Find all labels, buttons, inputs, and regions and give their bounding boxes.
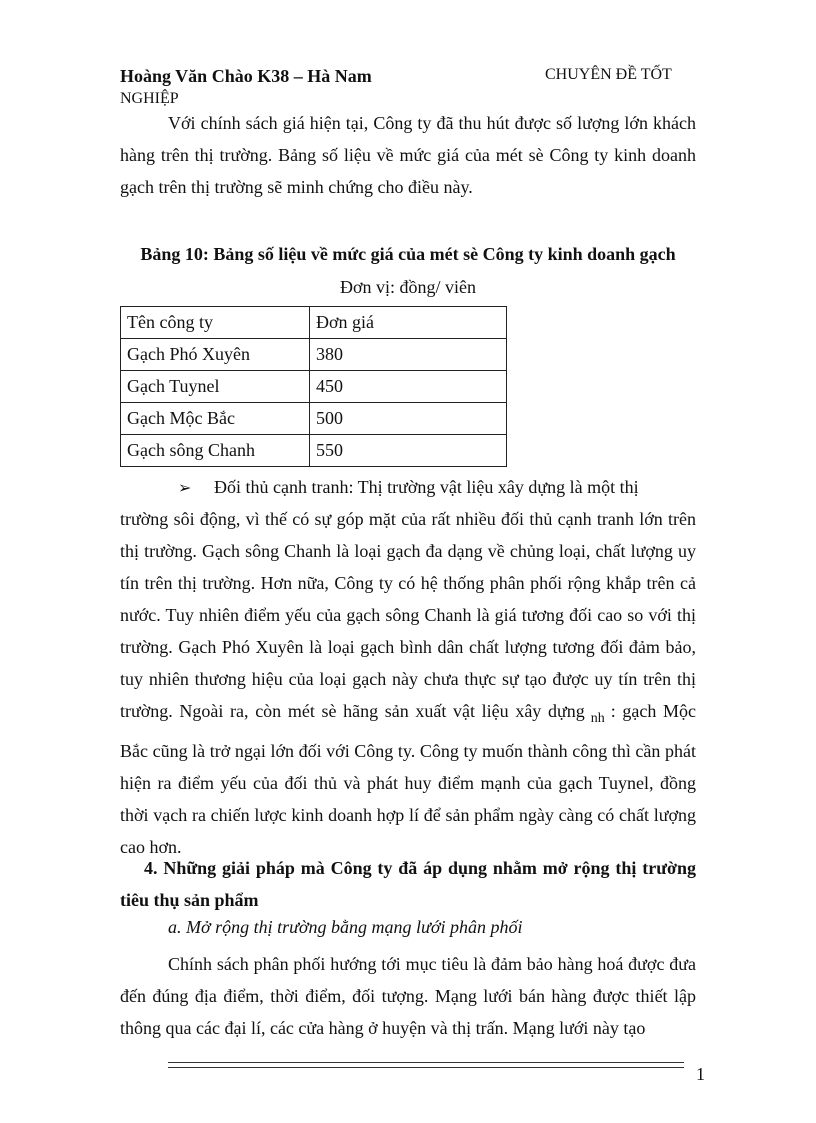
competitors-subscript: nh — [590, 711, 605, 726]
table-caption: Bảng 10: Bảng số liệu về mức giá của mét sè Công ty kinh doanh gạch — [140, 244, 676, 264]
table-cell-price: 550 — [310, 435, 507, 467]
table-cell-price: 380 — [310, 339, 507, 371]
table-row — [121, 339, 507, 371]
competitors-body-before: trường sôi động, vì thế có sự góp mặt của rất nhiều đối thủ cạnh tranh lớn trên thị trường. Gạch sông Chanh là loại gạch đa dạng về chủng loại, chất lượng uy tín trên thị trường. Hơn nữa, Công ty có hệ thống phân phối rộng khắp trên cả nước. Tuy nhiên điểm yếu của gạch sông Chanh là giá tương đối cao so với thị trường. Gạch Phó Xuyên là loại gạch bình dân chất lượng tương đối đảm bảo, tuy nhiên thương hiệu của loại gạch này chưa thực sự tạo được uy tín trên thị trường. Ngoài ra, còn mét sè hãng sản xuất vật liệu xây dựng — [120, 509, 696, 721]
competitors-heading-text: Đối thủ cạnh tranh: Thị trường vật liệu xây dựng là một thị — [214, 477, 639, 497]
competitors-paragraph — [120, 503, 696, 863]
table-header-cell: Đơn giá — [310, 307, 507, 339]
table-cell-company: Gạch Phó Xuyên — [121, 339, 310, 371]
price-table — [120, 306, 507, 467]
distribution-paragraph: Chính sách phân phối hướng tới mục tiêu là đảm bảo hàng hoá được đưa đến đúng địa điểm, thời điểm, đối tượng. Mạng lưới bán hàng được thiết lập thông qua các đại lí, các cửa hàng ở huyện và thị trấn. Mạng lưới này tạo — [120, 954, 696, 1038]
table-row — [121, 403, 507, 435]
table-row — [121, 371, 507, 403]
table-row — [121, 435, 507, 467]
arrow-bullet-icon: ➢ — [178, 480, 192, 497]
table-cell-company: Gạch Mộc Bắc — [121, 403, 310, 435]
header-author: Hoàng Văn Chào K38 – Hà Nam — [120, 66, 372, 86]
table-header-row — [121, 307, 507, 339]
table-cell-price: 500 — [310, 403, 507, 435]
table-cell-company: Gạch Tuynel — [121, 371, 310, 403]
header-doc-type-continued: NGHIỆP — [120, 90, 179, 107]
subsection-a-title: a. Mở rộng thị trường bằng mạng lưới phân phối — [168, 917, 523, 937]
intro-paragraph: Với chính sách giá hiện tại, Công ty đã thu hút được số lượng lớn khách hàng trên thị trường. Bảng số liệu về mức giá của mét sè Công ty kinh doanh gạch trên thị trường sẽ minh chứng cho điều này. — [120, 113, 696, 197]
footer-divider — [168, 1062, 684, 1068]
section-4-title: 4. Những giải pháp mà Công ty đã áp dụng nhằm mở rộng thị trường tiêu thụ sản phẩm — [120, 858, 696, 910]
page-number: 1 — [696, 1064, 705, 1084]
competitors-body-after: : gạch Mộc Bắc cũng là trở ngại lớn đối với Công ty. Công ty muốn thành công thì cần phát hiện ra điểm yếu của đối thủ và phát huy điểm mạnh của gạch Tuynel, đồng thời vạch ra chiến lược kinh doanh hợp lí để sản phẩm ngày càng có chất lượng cao hơn. — [120, 701, 696, 857]
table-unit: Đơn vị: đồng/ viên — [339, 277, 476, 297]
table-header-cell: Tên công ty — [121, 307, 310, 339]
header-doc-type: CHUYÊN ĐỀ TỐT — [545, 66, 672, 83]
table-cell-price: 450 — [310, 371, 507, 403]
table-cell-company: Gạch sông Chanh — [121, 435, 310, 467]
competitors-first-line — [120, 471, 696, 505]
